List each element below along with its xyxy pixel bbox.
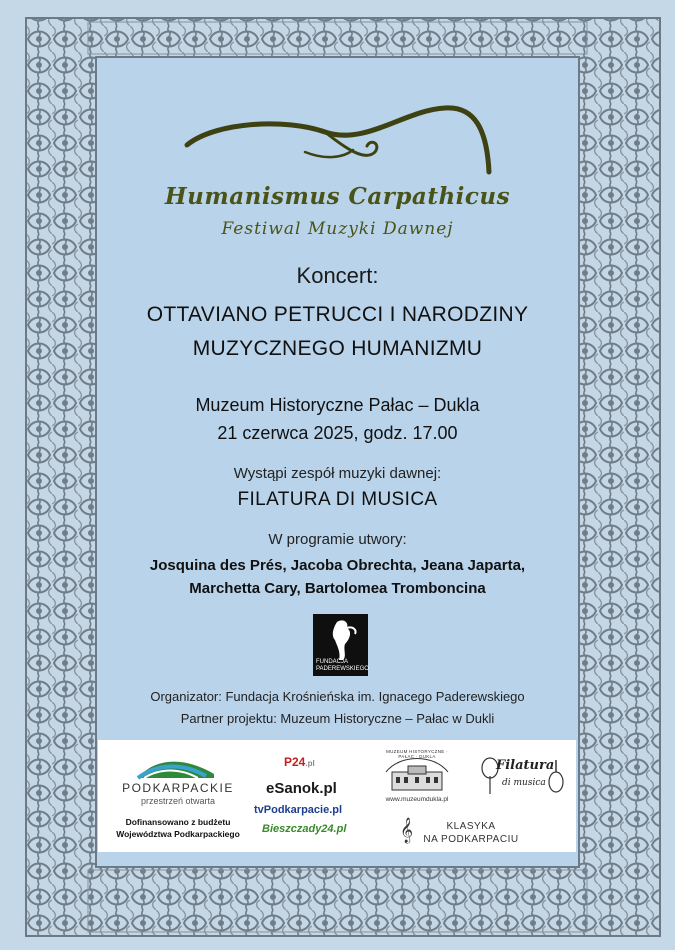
tvpodkarpacie-logo: tvPodkarpacie.pl [254,804,343,816]
composers-line2: Marchetta Cary, Bartolomea Tromboncina [189,580,486,597]
sponsors-strip [98,740,576,852]
composers-list [0,554,675,600]
lute-icon [546,758,566,794]
festival-title: Humanismus Carpathicus [164,183,511,210]
concert-label: Koncert: [296,263,379,288]
klasyka-logo: KLASYKA NA PODKARPACIU [423,821,519,845]
organizers-block [0,686,675,730]
podkarpackie-label: PODKARPACKIE [122,781,234,795]
performer-intro: Wystąpi zespół muzyki dawnej: [233,465,442,482]
concert-title-line2: MUZYCZNEGO HUMANIZMU [192,337,483,360]
pianist-silhouette-icon [313,616,368,661]
filatura-logo-line2: di musica [502,778,546,788]
museum-url: www.muzeumdukla.pl [385,796,449,803]
museum-label: MUZEUM HISTORYCZNE · PAŁAC · DUKLA [386,749,448,759]
esanok-logo: eSanok.pl [266,780,337,797]
p24-logo: P24.pl [284,755,315,769]
fundacja-logo-text: FUNDACJA PADEREWSKIEGO [316,659,369,672]
venue-block [0,391,675,447]
instrument-outline-logo [175,100,500,180]
program-intro: W programie utwory: [268,531,407,548]
festival-subtitle: Festiwal Muzyki Dawnej [221,219,454,239]
funding-note: Dofinansowano z budżetu Województwa Podkarpackiego [116,817,240,839]
organizer: Organizator: Fundacja Krośnieńska im. Ignacego Paderewskiego [150,689,525,704]
concert-title [0,298,675,366]
composers-line1: Josquina des Prés, Jacoba Obrechta, Jeana Japarta, [149,557,526,574]
podkarpackie-subtitle: przestrzeń otwarta [140,796,216,806]
partner: Partner projektu: Muzeum Historyczne – Pałac w Dukli [180,711,495,726]
podkarpackie-wave-icon [134,754,218,780]
concert-date: 21 czerwca 2025, godz. 17.00 [217,423,458,443]
filatura-logo-line1: Filatura [496,758,555,773]
ensemble-name: FILATURA DI MUSICA [237,489,438,510]
treble-clef-icon: 𝄞 [400,818,414,843]
fundacja-paderewskiego-logo [313,614,368,676]
concert-title-line1: OTTAVIANO PETRUCCI I NARODZINY [146,303,529,326]
bieszczady24-logo: Bieszczady24.pl [262,823,347,835]
venue: Muzeum Historyczne Pałac – Dukla [195,395,480,415]
